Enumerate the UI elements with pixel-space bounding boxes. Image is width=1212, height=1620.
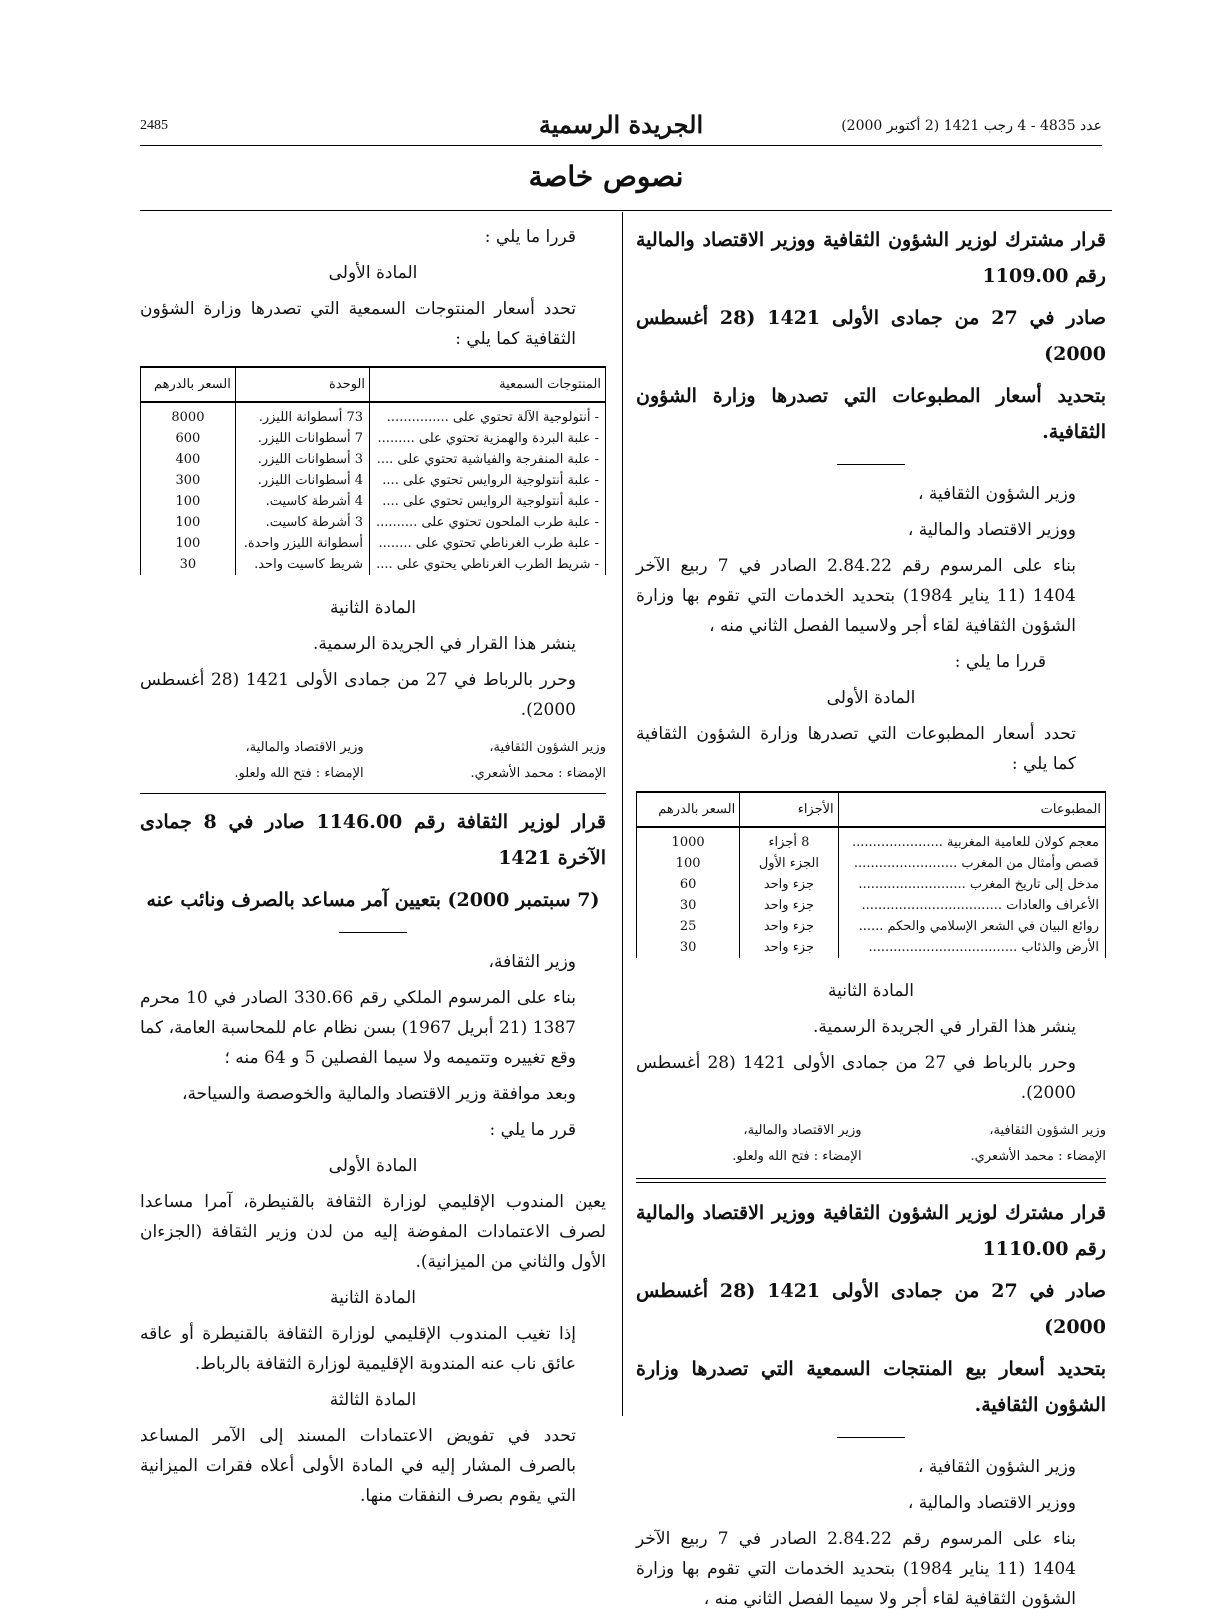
col-header-price: السعر بالدرهم: [637, 792, 740, 827]
signature-role: وزير الاقتصاد والمالية،: [743, 1123, 862, 1138]
cell-item: قصص وأمثال من المغرب .........................: [838, 853, 1105, 874]
signature-role: وزير الاقتصاد والمالية،: [245, 740, 364, 755]
column-divider: [622, 212, 623, 1416]
decision-2-art1-text: تحدد أسعار المنتوجات السمعية التي تصدرها وزارة الشؤون الثقافية كما يلي :: [140, 299, 576, 349]
table-row: [637, 895, 1106, 916]
decision-1-basis: بناء على المرسوم رقم 2.84.22 الصادر في 7 ربيع الآخر 1404 (11 يناير 1984) بتحديد الخدمات التي تقوم بها وزارة الشؤون الثقافية لقاء أجر ولاسيما الفصل الثاني منه ،: [636, 556, 1076, 636]
decision-1-issued: وحرر بالرباط في 27 من جمادى الأولى 1421 (28 أغسطس 2000).: [636, 1053, 1076, 1103]
cell-unit: 4 أسطوانات الليزر.: [235, 470, 369, 491]
cell-item: روائع البيان في الشعر الإسلامي والحكم ......: [838, 916, 1105, 937]
decision-3-decided: قرر ما يلي :: [489, 1120, 576, 1140]
cell-item: - أنتولوجية الآلة تحتوي على ...............: [370, 402, 606, 428]
cell-item: مدخل إلى تاريخ المغرب ..........................: [838, 874, 1105, 895]
cell-parts: جزء واحد: [740, 916, 838, 937]
table-row: [637, 916, 1106, 937]
cell-parts: الجزء الأول: [740, 853, 838, 874]
cell-unit: أسطوانة الليزر واحدة.: [235, 533, 369, 554]
signature-culture-minister: [880, 1118, 1106, 1170]
table-row: [141, 449, 606, 470]
signature-economy-minister: [140, 735, 364, 787]
cell-price: 8000: [141, 402, 236, 428]
signature-economy-minister: [636, 1118, 862, 1170]
decision-1-art1-text: تحدد أسعار المطبوعات التي تصدرها وزارة الشؤون الثقافية كما يلي :: [636, 724, 1076, 774]
decision-1-intro-2: ووزير الاقتصاد والمالية ،: [907, 520, 1076, 540]
top-rule: [140, 210, 1112, 211]
decision-2-basis: بناء على المرسوم رقم 2.84.22 الصادر في 7 ربيع الآخر 1404 (11 يناير 1984) بتحديد الخدمات التي تقوم بها وزارة الشؤون الثقافية لقاء أجر ولا سيما الفصل الثاني منه ،: [636, 1529, 1076, 1609]
cell-price: 600: [141, 428, 236, 449]
decision-3-art3-heading: المادة الثالثة: [329, 1390, 417, 1410]
decision-2-title-line-2: صادر في 27 من جمادى الأولى 1421 (28 أغسطس 2000): [636, 1280, 1106, 1338]
signature-name: الإمضاء : فتح الله ولعلو.: [234, 766, 364, 781]
signature-name: الإمضاء : محمد الأشعري.: [470, 766, 606, 781]
decision-2-intro-2: ووزير الاقتصاد والمالية ،: [907, 1493, 1076, 1513]
decision-2-start: [636, 1195, 1106, 1614]
publications-price-table: [636, 791, 1106, 958]
table-row: [141, 533, 606, 554]
short-divider: [339, 932, 407, 933]
decision-3-title-line-2: (7 سبتمبر 2000) بتعيين آمر مساعد بالصرف ونائب عنه: [146, 889, 600, 911]
table-row: [637, 853, 1106, 874]
decision-separator: [140, 793, 606, 794]
decision-1-art2-heading: المادة الثانية: [828, 981, 914, 1001]
cell-parts: جزء واحد: [740, 937, 838, 958]
decision-1-title-line-1: قرار مشترك لوزير الشؤون الثقافية ووزير الاقتصاد والمالية رقم 1109.00: [636, 229, 1106, 287]
cell-price: 30: [637, 937, 740, 958]
col-header-parts: الأجزاء: [740, 792, 838, 827]
cell-unit: 7 أسطوانات الليزر.: [235, 428, 369, 449]
signature-name: الإمضاء : فتح الله ولعلو.: [732, 1149, 862, 1164]
page-header: [140, 110, 1102, 144]
table-row: [141, 470, 606, 491]
decision-2-issued: وحرر بالرباط في 27 من جمادى الأولى 1421 (28 أغسطس 2000).: [140, 670, 576, 720]
table-row: [637, 827, 1106, 853]
cell-price: 30: [637, 895, 740, 916]
decision-1-decided: قررا ما يلي :: [954, 652, 1046, 672]
cell-item: - علبة أنتولوجية الروايس تحتوي على ....: [370, 470, 606, 491]
cell-unit: 73 أسطوانة الليزر.: [235, 402, 369, 428]
decision-3-intro: وزير الثقافة،: [488, 952, 576, 972]
cell-item: - علبة أنتولوجية الروايس تحتوي على ....: [370, 491, 606, 512]
cell-item: الأرض والذئاب ....................................: [838, 937, 1105, 958]
header-rule: [140, 145, 1102, 146]
cell-unit: 3 أسطوانات الليزر.: [235, 449, 369, 470]
short-divider: [837, 464, 905, 465]
cell-unit: 4 أشرطة كاسيت.: [235, 491, 369, 512]
cell-unit: شريط كاسيت واحد.: [235, 554, 369, 575]
decision-3-approval: وبعد موافقة وزير الاقتصاد والمالية والخوصصة والسياحة،: [181, 1084, 576, 1104]
cell-price: 60: [637, 874, 740, 895]
decision-1-art1-heading: المادة الأولى: [826, 688, 916, 708]
cell-item: معجم كولان للعامية المغربية ......................: [838, 827, 1105, 853]
cell-price: 400: [141, 449, 236, 470]
table-row: [141, 402, 606, 428]
decision-2-continued: [140, 222, 606, 787]
decision-1-intro-1: وزير الشؤون الثقافية ،: [918, 484, 1076, 504]
cell-price: 100: [637, 853, 740, 874]
cell-parts: جزء واحد: [740, 874, 838, 895]
journal-title: الجريدة الرسمية: [538, 110, 704, 139]
signature-role: وزير الشؤون الثقافية،: [989, 1123, 1106, 1138]
decision-2-decided: قررا ما يلي :: [484, 227, 576, 247]
signature-culture-minister: [382, 735, 606, 787]
decision-1-title-line-2: صادر في 27 من جمادى الأولى 1421 (28 أغسطس 2000): [636, 307, 1106, 365]
left-column: [140, 222, 606, 1517]
cell-item: الأعراف والعادات ..................................: [838, 895, 1105, 916]
decision-2-art1-heading: المادة الأولى: [328, 263, 418, 283]
decision-3-basis: بناء على المرسوم الملكي رقم 330.66 الصادر في 10 محرم 1387 (21 أبريل 1967) بسن نظام عام للمحاسبة العامة، كما وقع تغييره وتتميمه ولا سيما الفصلين 5 و 64 منه ؛: [140, 988, 576, 1068]
table-header-row: [637, 792, 1106, 827]
short-divider: [837, 1437, 905, 1438]
cell-price: 300: [141, 470, 236, 491]
decision-2-signatures: [140, 735, 606, 787]
cell-item: - علبة طرب الملحون تحتوي على ..........: [370, 512, 606, 533]
right-column: [636, 222, 1106, 1620]
audio-products-price-table: [140, 366, 606, 575]
cell-item: - علبة البردة والهمزية تحتوي على .........: [370, 428, 606, 449]
decision-1-signatures: [636, 1118, 1106, 1170]
section-title: نصوص خاصة: [528, 160, 684, 193]
decision-3-title-line-1: قرار لوزير الثقافة رقم 1146.00 صادر في 8 جمادى الآخرة 1421: [140, 811, 606, 869]
decision-3-art1-heading: المادة الأولى: [328, 1156, 418, 1176]
signature-name: الإمضاء : محمد الأشعري.: [970, 1149, 1106, 1164]
issue-info: عدد 4835 - 4 رجب 1421 (2 أكتوبر 2000): [841, 118, 1102, 134]
decision-1-title-line-3: بتحديد أسعار المطبوعات التي تصدرها وزارة الشؤون الثقافية.: [636, 385, 1106, 443]
table-header-row: [141, 367, 606, 402]
decision-3-art2-text: إذا تغيب المندوب الإقليمي لوزارة الثقافة بالقنيطرة أو عاقه عائق ناب عنه المندوبة الإقليمية لوزارة الثقافة بالرباط.: [140, 1324, 576, 1374]
decision-3-art2-heading: المادة الثانية: [330, 1288, 416, 1308]
decision-1-art2-text: ينشر هذا القرار في الجريدة الرسمية.: [813, 1017, 1076, 1037]
cell-price: 1000: [637, 827, 740, 853]
decision-2-intro-1: وزير الشؤون الثقافية ،: [918, 1457, 1076, 1477]
signature-role: وزير الشؤون الثقافية،: [489, 740, 606, 755]
col-header-price: السعر بالدرهم: [141, 367, 236, 402]
cell-price: 100: [141, 533, 236, 554]
col-header-products: المنتوجات السمعية: [370, 367, 606, 402]
decision-3-art1-text: يعين المندوب الإقليمي لوزارة الثقافة بالقنيطرة، آمرا مساعدا لصرف الاعتمادات المفوضة إليه من لدن وزير الثقافة (الجزءان الأول والثاني من الميزانية).: [140, 1192, 606, 1272]
col-header-unit: الوحدة: [235, 367, 369, 402]
cell-price: 30: [141, 554, 236, 575]
table-row: [637, 937, 1106, 958]
decision-2-title-line-1: قرار مشترك لوزير الشؤون الثقافية ووزير الاقتصاد والمالية رقم 1110.00: [636, 1202, 1106, 1260]
cell-unit: 3 أشرطة كاسيت.: [235, 512, 369, 533]
decision-3-art3-text: تحدد في تفويض الاعتمادات المسند إلى الآمر المساعد بالصرف المشار إليه في المادة الأولى أعلاه فقرات الميزانية التي يقوم بصرف النفقات منها.: [140, 1426, 576, 1506]
col-header-publications: المطبوعات: [838, 792, 1105, 827]
table-row: [141, 428, 606, 449]
cell-price: 25: [637, 916, 740, 937]
decision-2-art2-heading: المادة الثانية: [330, 598, 416, 618]
cell-item: - علبة طرب الغرناطي تحتوي على ........: [370, 533, 606, 554]
decision-3: [140, 804, 606, 1511]
cell-item: - علبة المنفرجة والفياشية تحتوي على ....: [370, 449, 606, 470]
decision-1: [636, 222, 1106, 1170]
page-number: 2485: [140, 118, 168, 133]
table-row: [141, 512, 606, 533]
decision-2-title-line-3: بتحديد أسعار بيع المنتجات السمعية التي تصدرها وزارة الشؤون الثقافية.: [636, 1358, 1106, 1416]
cell-parts: جزء واحد: [740, 895, 838, 916]
decision-separator: [636, 1178, 1106, 1183]
table-row: [141, 554, 606, 575]
table-row: [141, 491, 606, 512]
cell-parts: 8 أجزاء: [740, 827, 838, 853]
decision-2-art2-text: ينشر هذا القرار في الجريدة الرسمية.: [313, 634, 576, 654]
cell-item: - شريط الطرب الغرناطي يحتوي على ....: [370, 554, 606, 575]
cell-price: 100: [141, 491, 236, 512]
table-row: [637, 874, 1106, 895]
cell-price: 100: [141, 512, 236, 533]
